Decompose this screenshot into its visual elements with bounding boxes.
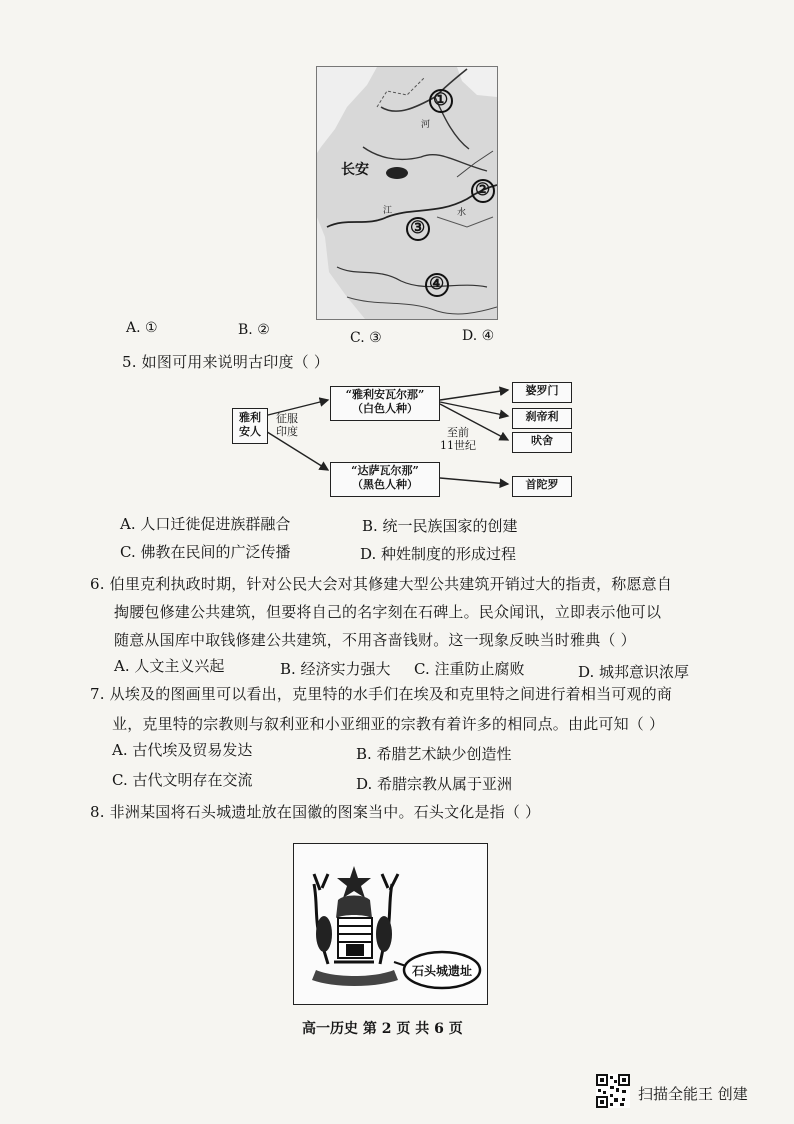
page-footer: 高一历史 第 2 页 共 6 页 xyxy=(302,1021,463,1037)
q5-option-a[interactable]: A. 人口迁徙促进族群融合 xyxy=(120,515,291,533)
q4-option-b[interactable]: B. ② xyxy=(238,322,270,338)
emblem-label: 石头城遗址 xyxy=(412,964,473,978)
national-emblem-image xyxy=(293,843,488,1005)
q7-stem-line-2: 业，克里特的宗教则与叙利亚和小亚细亚的宗教有着许多的相同点。由此可知（ ） xyxy=(112,715,665,733)
scanner-watermark: 扫描全能王 创建 xyxy=(638,1085,748,1103)
q6-stem-line-3: 随意从国库中取钱修建公共建筑，不用吝啬钱财。这一现象反映当时雅典（ ） xyxy=(114,631,636,649)
era-label: 至前 11世纪 xyxy=(440,426,476,452)
q6-stem-line-1: 6. 伯里克利执政时期，针对公民大会对其修建大型公共建筑开销过大的指责，称愿意自 xyxy=(90,575,673,593)
map-marker-3: ③ xyxy=(410,218,426,238)
map-marker-4: ④ xyxy=(429,274,445,294)
q4-option-a[interactable]: A. ① xyxy=(126,320,158,336)
q5-option-c[interactable]: C. 佛教在民间的广泛传播 xyxy=(120,543,291,561)
map-marker-1: ① xyxy=(433,90,449,110)
q5-diagram xyxy=(230,378,590,498)
q6-stem-line-2: 掏腰包修建公共建筑，但要将自己的名字刻在石碑上。民众闻讯，立即表示他可以 xyxy=(114,603,662,621)
q7-option-b[interactable]: B. 希腊艺术缺少创造性 xyxy=(356,745,512,763)
dasa-varna-box: “达萨瓦尔那” （黑色人种） xyxy=(330,462,440,497)
q8-stem: 8. 非洲某国将石头城遗址放在国徽的图案当中。石头文化是指（ ） xyxy=(90,803,541,821)
q7-option-a[interactable]: A. 古代埃及贸易发达 xyxy=(112,741,253,759)
aryan-box: 雅利 安人 xyxy=(232,408,268,444)
arya-varna-box: “雅利安瓦尔那” （白色人种） xyxy=(330,386,440,421)
q4-option-c[interactable]: C. ③ xyxy=(350,330,382,346)
map-river-char: 江 xyxy=(383,206,393,216)
q5-stem: 5. 如图可用来说明古印度（ ） xyxy=(122,353,330,371)
map-marker-2: ② xyxy=(475,180,491,200)
map-city-label: 长安 xyxy=(341,162,369,178)
caste-kshatriya: 刹帝利 xyxy=(512,408,572,429)
caste-shudra: 首陀罗 xyxy=(512,476,572,497)
caste-brahmin: 婆罗门 xyxy=(512,382,572,403)
q6-option-a[interactable]: A. 人文主义兴起 xyxy=(114,657,225,675)
q4-option-d[interactable]: D. ④ xyxy=(462,328,495,344)
qr-code-icon xyxy=(596,1074,630,1108)
caste-vaishya: 吠舍 xyxy=(512,432,572,453)
q4-map xyxy=(316,66,498,320)
q6-option-d[interactable]: D. 城邦意识浓厚 xyxy=(578,663,690,681)
q6-option-c[interactable]: C. 注重防止腐败 xyxy=(414,660,525,678)
q5-option-b[interactable]: B. 统一民族国家的创建 xyxy=(362,517,518,535)
q7-stem-line-1: 7. 从埃及的图画里可以看出，克里特的水手们在埃及和克里特之间进行着相当可观的商 xyxy=(90,685,673,703)
q7-option-d[interactable]: D. 希腊宗教从属于亚洲 xyxy=(356,775,513,793)
conquer-label: 征服 印度 xyxy=(276,412,298,438)
q6-option-b[interactable]: B. 经济实力强大 xyxy=(280,660,391,678)
map-river-char: 河 xyxy=(421,120,431,130)
map-river-char: 水 xyxy=(457,208,467,218)
q5-option-d[interactable]: D. 种姓制度的形成过程 xyxy=(360,545,517,563)
changan-dot xyxy=(386,167,408,179)
q7-option-c[interactable]: C. 古代文明存在交流 xyxy=(112,771,253,789)
